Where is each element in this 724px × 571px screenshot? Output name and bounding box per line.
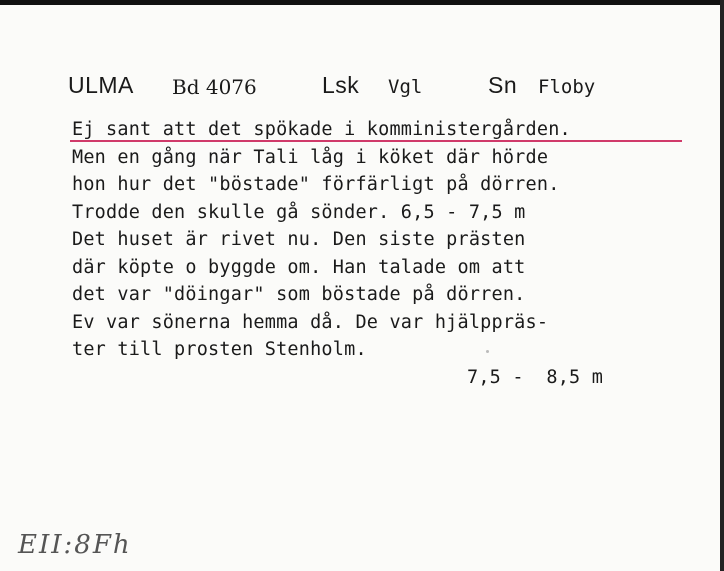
text-line: Ej sant att det spökade i komministergården. — [72, 119, 571, 140]
lsk-label: Lsk — [322, 72, 360, 98]
ink-speck — [486, 350, 489, 353]
card-right-edge — [720, 0, 724, 571]
volume-number: Bd 4076 — [172, 75, 257, 99]
text-line: hon hur det "böstade" förfärligt på dörren. — [72, 174, 560, 195]
typed-text — [72, 116, 692, 391]
text-line: Det huset är rivet nu. Den siste prästen — [72, 229, 526, 250]
sn-label: Sn — [488, 72, 518, 98]
text-line: ter till prosten Stenholm. — [72, 339, 367, 360]
archive-code: ULMA — [68, 72, 134, 98]
card-top-edge — [0, 0, 724, 5]
text-line: Trodde den skulle gå sönder. 6,5 - 7,5 m — [72, 201, 526, 223]
text-line: Men en gång när Tali låg i köket där hörde — [72, 146, 549, 168]
handwritten-signature: EII:8Fh — [18, 530, 132, 560]
measurement-line: 7,5 - 8,5 m — [467, 366, 604, 388]
sn-value: Floby — [538, 76, 596, 98]
card-header — [68, 72, 668, 102]
text-line: Ev var sönerna hemma då. De var hjälppräs- — [72, 311, 549, 333]
text-line: det var "döingar" som böstade på dörren. — [72, 284, 526, 305]
lsk-value: Vgl — [388, 76, 423, 98]
text-line: där köpte o byggde om. Han talade om att — [72, 256, 526, 278]
